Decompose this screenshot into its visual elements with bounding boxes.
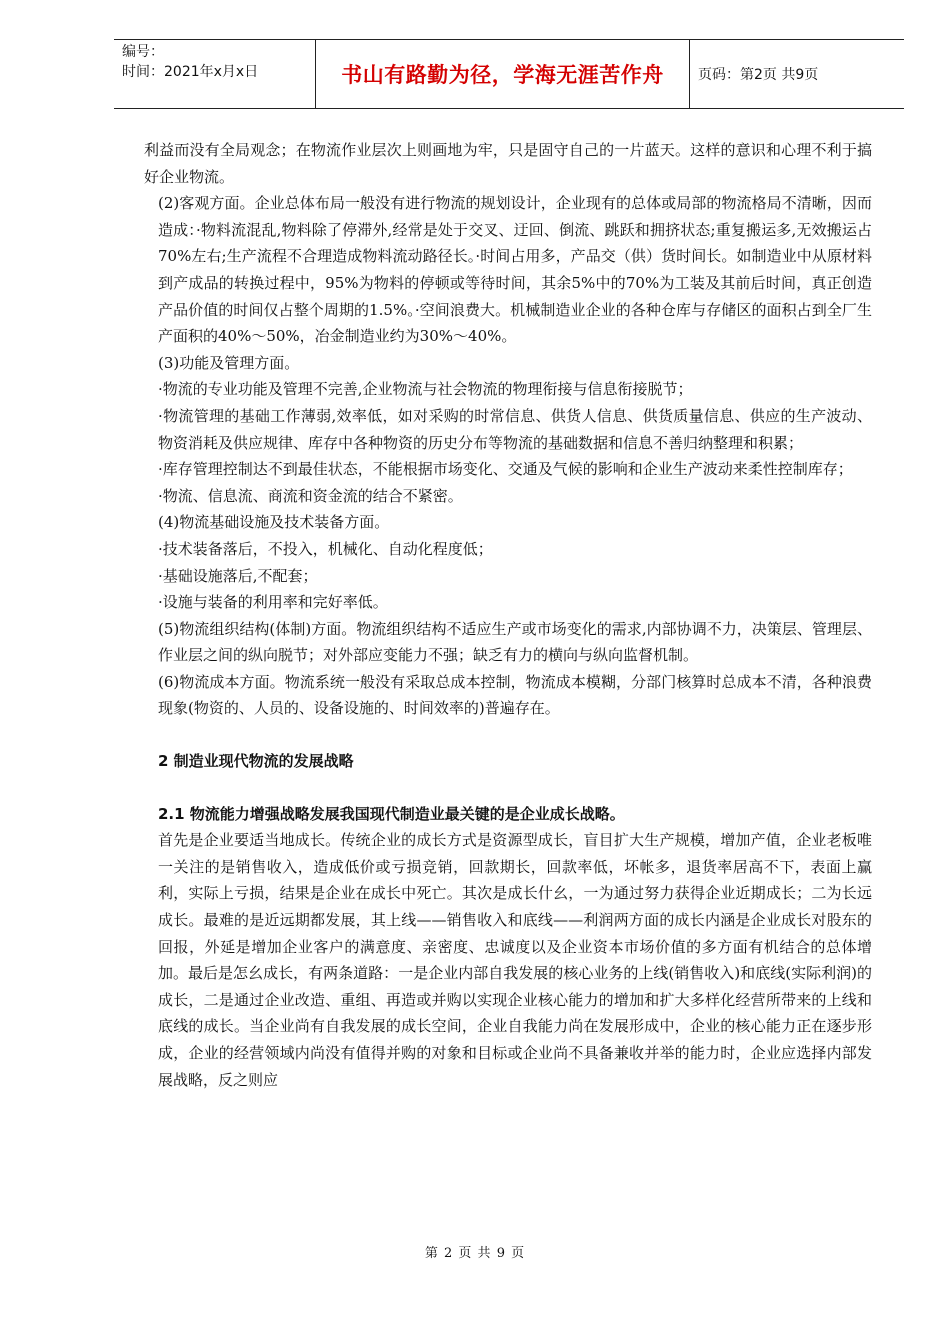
header-page-number: 页码：第2页 共9页 (698, 67, 819, 83)
header-code-label: 编号： (122, 44, 164, 60)
document-body (144, 137, 872, 1093)
paragraph: ·物流管理的基础工作薄弱,效率低，如对采购的时常信息、供货人信息、供货质量信息、供应的生产波动、物资消耗及供应规律、库存中各种物资的历史分布等物流的基础数据和信息不善归纳整理和积累； (158, 406, 872, 452)
paragraph: ·库存管理控制达不到最佳状态，不能根据市场变化、交通及气候的影响和企业生产波动来柔性控制库存； (158, 460, 853, 479)
paragraph: ·设施与装备的利用率和完好率低。 (158, 593, 388, 612)
paragraph: ·物流、信息流、商流和资金流的结合不紧密。 (158, 486, 463, 505)
section-heading: 2 制造业现代物流的发展战略 (158, 752, 354, 771)
paragraph: ·物流的专业功能及管理不完善,企业物流与社会物流的物理衔接与信息衔接脱节； (158, 380, 693, 399)
paragraph: (5)物流组织结构(体制)方面。物流组织结构不适应生产或市场变化的需求,内部协调不力，决策层、管理层、作业层之间的纵向脱节；对外部应变能力不强；缺乏有力的横向与纵向监督机制。 (158, 619, 872, 665)
header-divider (689, 40, 690, 108)
paragraph: ·基础设施落后,不配套； (158, 566, 318, 585)
paragraph: (6)物流成本方面。物流系统一般没有采取总成本控制，物流成本模糊，分部门核算时总成本不清，各种浪费现象(物资的、人员的、设备设施的、时间效率的)普遍存在。 (158, 672, 872, 718)
spacer (144, 775, 872, 801)
paragraph: (4)物流基础设施及技术装备方面。 (158, 513, 390, 532)
header-meta (122, 42, 312, 82)
paragraph: 利益而没有全局观念；在物流作业层次上则画地为牢，只是固守自己的一片蓝天。这样的意识和心理不利于搞好企业物流。 (144, 141, 872, 186)
page-footer: 第 2 页 共 9 页 (424, 1246, 526, 1261)
paragraph: (2)客观方面。企业总体布局一般没有进行物流的规划设计，企业现有的总体或局部的物流格局不清晰，因而造成：·物料流混乱,物料除了停滞外,经常是处于交叉、迂回、倒流、跳跃和拥挤状态;重复搬运多,无效搬运占70%左右;生产流程不合理造成物料流动路径长。·时间占用多，产品交（供）货时间长。如制造业中从原材料到产成品的转换过程中，95%为物料的停顿或等待时间，其余5%中的70%为工装及其前后时间，真正创造产品价值的时间仅占整个周期的1.5%。·空间浪费大。机械制造业企业的各种仓库与存储区的面积占到全厂生产面积的40%～50%，冶金制造业约为30%～40%。 (158, 194, 872, 346)
spacer (144, 722, 872, 748)
paragraph: 首先是企业要适当地成长。传统企业的成长方式是资源型成长，盲目扩大生产规模，增加产值，企业老板唯一关注的是销售收入，造成低价或亏损竞销，回款期长，回款率低，坏帐多，退货率居高不下，表面上赢利，实际上亏损，结果是企业在成长中死亡。其次是成长什幺，一为通过努力获得企业近期成长；二为长远成长。最难的是近远期都发展，其上线——销售收入和底线——利润两方面的成长内涵是企业成长对股东的回报，外延是增加企业客户的满意度、亲密度、忠诚度以及企业资本市场价值的多方面有机结合的总体增加。最后是怎幺成长，有两条道路：一是企业内部自我发展的核心业务的上线(销售收入)和底线(实际利润)的成长，二是通过企业改造、重组、再造或并购以实现企业核心能力的增加和扩大多样化经营所带来的上线和底线的成长。当企业尚有自我发展的成长空间，企业自我能力尚在发展形成中，企业的核心能力正在逐步形成，企业的经营领域内尚没有值得并购的对象和目标或企业尚不具备兼收并举的能力时，企业应选择内部发展战略，反之则应 (158, 831, 872, 1089)
header-motto: 书山有路勤为径，学海无涯苦作舟 (341, 63, 664, 87)
page-header (114, 39, 904, 109)
header-time-label: 时间：2021年x月x日 (122, 64, 259, 80)
paragraph: ·技术装备落后，不投入，机械化、自动化程度低； (158, 539, 493, 558)
paragraph: (3)功能及管理方面。 (158, 353, 300, 372)
subsection-heading: 2.1 物流能力增强战略发展我国现代制造业最关键的是企业成长战略。 (158, 804, 625, 823)
